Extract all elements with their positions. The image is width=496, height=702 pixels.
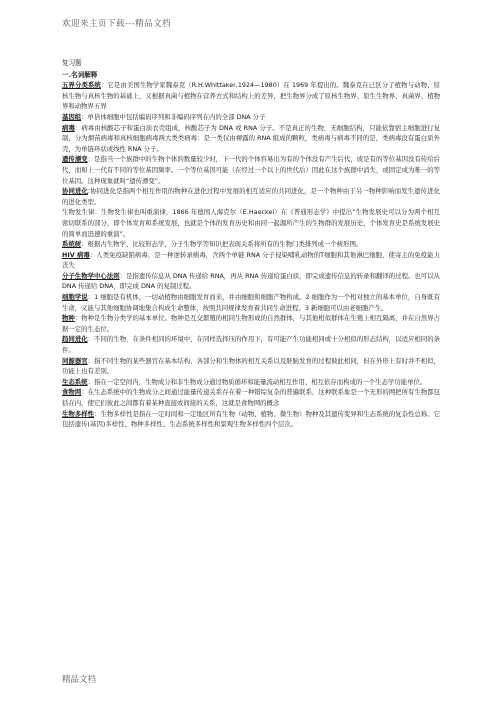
entry-body: ：指不同生物的某些器官在基本结构、各部分和生物体的相互关系以及胚胎发育的过程彼此相同，但在外形上有时并不相似，功能上也有差别。: [62, 356, 441, 376]
entry-body: ：是指当一个族群中的生物个体的数量较少时，下一代的个体容易出为有的个体没有产生后代，或是有的等位基因没有传给后代，而和上一代有不同的等位基因频率。一个等位基因可能（在经过一个以上的世代后）因此在这个族群中消失，或固定成为唯一的等位基因。这种现象就叫“遗传漂变”。: [62, 155, 441, 185]
entry-phylogenetic-tree: [62, 239, 440, 250]
entry-term: 食物网: [62, 388, 82, 397]
entry-term: 协同进化: [62, 187, 88, 196]
entry-term: 趋同进化: [62, 335, 88, 344]
entry-five-kingdoms: [62, 80, 440, 112]
document-content: [62, 58, 440, 430]
entry-convergent-evolution: [62, 334, 440, 355]
entry-central-dogma: [62, 271, 440, 292]
entry-genetic-drift: [62, 154, 440, 186]
entry-body: :协同进化是指两个相互作用的物种在进化过程中发展的相互适应的共同进化，是一个物种由于另一物种影响而发生遗传进化的进化类型。: [62, 187, 440, 206]
footer-note: 精品文档: [62, 675, 97, 685]
entry-food-web: [62, 387, 440, 408]
entry-genome: [62, 112, 440, 123]
entry-body: ：人类免疫缺陷病毒，是一种逆转录病毒，含两个单链 RNA 分子侵染哺乳动物的T细胞和其他淋巴细胞，使寄主的免疫能力丧失: [62, 250, 440, 270]
entry-body: ：指在一定空间内，生物成分和非生物成分通过物质循环和能量流动相互作用、相互依存而构成的一个生态学功能单位。: [87, 377, 427, 386]
entry-body: ：它是由美国生物学家魏泰克（R.H.Whittaker,1924—1980）在 1969 年提出的。魏泰克在已区分了植物与动物、原核生物与真核生物的基础上，又根据真菌与植物在营养方式和结构上的差异，把生物界分成了原核生物界、原生生物界、真菌界、植物界和动物界五界: [62, 81, 440, 111]
entry-body: 生物发生律：生物发生律也叫重演律，1866 年德国人海克尔（E.Haeckel）在《普通形态学》中提出“生物发展史可以分为两个相互密切联系的部分，即个体发育和系统发展，也就是个体的发育历史和由同一起源所产生的生物群的发展历史，个体发育史是系统发展史的简单而迅速的重演”。: [62, 208, 440, 238]
entry-term: 细胞学说: [62, 293, 88, 302]
entry-body: ：是指遗传信息从 DNA 传递给 RNA，再从 RNA 传递给蛋白质，即完成遗传信息的转录和翻译的过程。也可以从 DNA 传递给 DNA，即完成 DNA 的复制过程。: [62, 271, 440, 291]
entry-term: 物种: [62, 314, 75, 323]
entry-term: 生态系统: [62, 377, 88, 386]
entry-ecosystem: [62, 377, 440, 388]
entry-body: ：根据古生物学、比较形态学、分子生物学等知识把表现关系将所有的生物门类排列成一个树形图。: [81, 240, 363, 249]
entry-body: ：物种是生物分类学的基本单位。物种是互交繁殖的相同生物形成的自然群体，与其他相似群体在生殖上相互隔离，并在自然界占据一定的生态位。: [62, 314, 441, 333]
entry-body: ：病毒由核酸芯子和蛋白质衣壳组成，核酸芯子为 DNA 或 RNA 分子。不是真正的生物，无细胞结构，只能依靠宿主细胞进行复制，分为烟苗病毒和真核细胞病毒两大类类病毒：是一类仅由裸露的 RNA 组成的颗粒，类病毒与病毒不同的是，类病毒没有蛋白质外壳，为单链环状或线性 RNA 分子。: [62, 123, 440, 153]
entry-body: ：生物多样性是指在一定时间和一定地区所有生物（动物、植物、微生物）物种及其遗传变异和生态系统的复杂性总称。它包括遗传(基因)多样性、物种多样性、生态系统多样性和景观生物多样性四个层次。: [62, 409, 441, 429]
entry-virus: [62, 123, 440, 155]
entry-biodiversity: [62, 409, 440, 430]
entry-coevolution: [62, 186, 440, 207]
entry-body: ：1 细胞是有机体，一切动植物由细胞发育而来，并由细胞和细胞产物构成。2 细胞作为一个相对独立的基本单位，自身既有生命，又能与其他细胞协调地集合构成生命整体，按照共同规律发育着共同生命进程。3 新细胞可以由老细胞产生。: [62, 293, 440, 312]
entry-body: ：在生态系统中的生物成分之间通过能量传递关系存在着一种错综复杂的普遍联系，这种联系象是一个无形的网把所有生物都包括在内，使它们彼此之间都有着某种直接或间接的关系，这就是食物网的概念: [62, 388, 441, 407]
entry-term: HIV 病毒: [62, 250, 90, 259]
entry-species: [62, 313, 440, 334]
header-note: 欢迎来主页下载---精品文档: [62, 19, 172, 29]
entry-homologous-organs: [62, 356, 440, 377]
entry-term: 分子生物学中心法则: [62, 271, 120, 280]
entry-term: 同源器官: [62, 356, 88, 365]
entry-biogenetic-law: [62, 207, 440, 239]
entry-term: 病毒: [62, 123, 75, 132]
section-heading: 一.名词解释: [62, 70, 98, 79]
entry-term: 五界分类系统: [62, 81, 101, 90]
entry-term: 基因组: [62, 112, 82, 121]
entry-body: ：单倍体细胞中包括编码序列和非编码序列在内的全部 DNA 分子: [81, 112, 266, 121]
entry-term: 生物多样性: [62, 409, 95, 418]
entry-body: ：不同的生物，在条件相同的环境中，在同样选择压的作用下，有可能产生功能相同或十分相似的形态结构，以适应相同的条件。: [62, 335, 441, 355]
entry-term: 遗传漂变: [62, 155, 88, 164]
entry-cell-theory: [62, 292, 440, 313]
doc-title: 复习题: [62, 59, 82, 67]
entry-term: 系统树: [62, 240, 82, 249]
entry-hiv: [62, 250, 440, 271]
